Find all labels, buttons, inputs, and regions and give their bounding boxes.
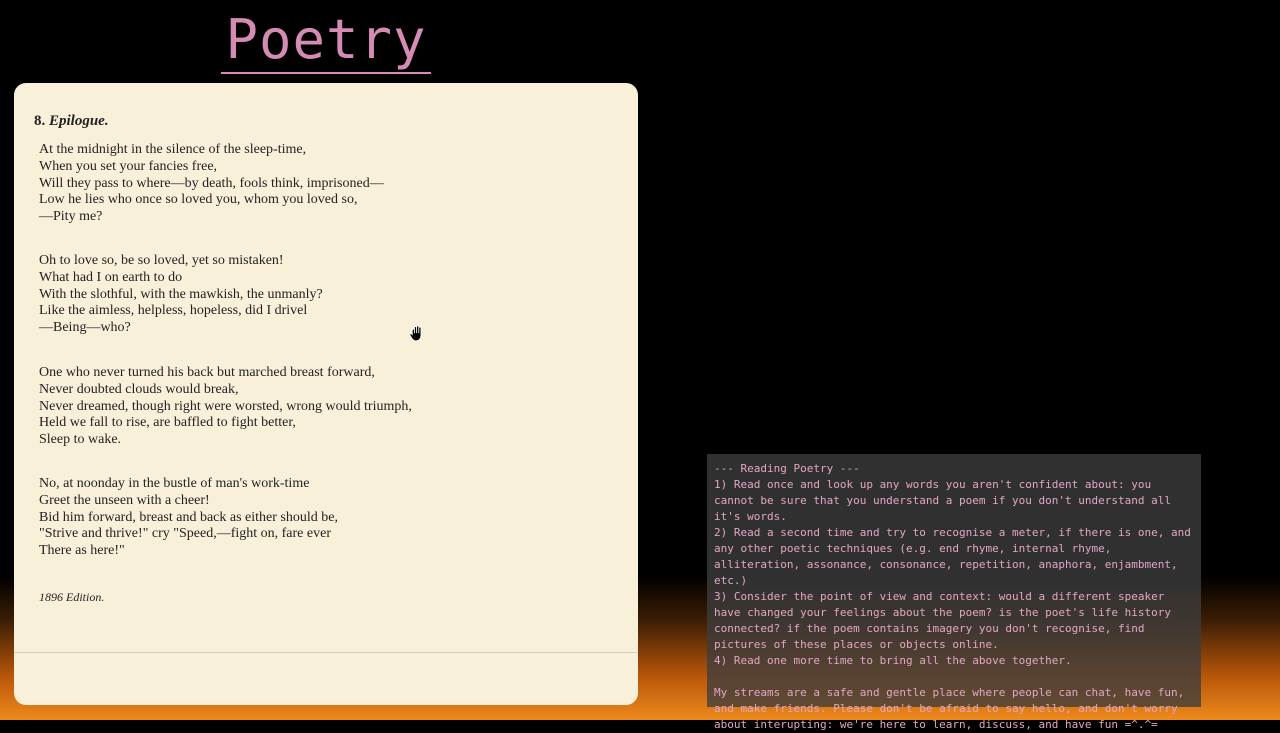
panel-step: 3) Consider the point of view and context: would a different speaker have changed your feelings about the poem? is the poet's life history connected? if the poem contains imagery you don't recognise, find pictures of these places or objects online. [714, 590, 1171, 651]
poem-line: When you set your fancies free, [39, 158, 218, 174]
poem-line: Like the aimless, helpless, hopeless, did I drivel [39, 303, 308, 319]
hand-cursor-icon [409, 325, 425, 342]
panel-header: --- Reading Poetry --- [714, 462, 860, 475]
poem-line: There as here!" [39, 543, 125, 559]
poem-line: At the midnight in the silence of the sleep-time, [39, 142, 307, 157]
poem-heading [34, 113, 109, 130]
panel-spacer [714, 669, 1195, 685]
poem-line: Sleep to wake. [39, 432, 122, 448]
poem-line: No, at noonday in the bustle of man's work-time [39, 476, 310, 491]
poem-line: Never dreamed, though right were worsted, wrong would triumph, [39, 398, 412, 414]
poem-number: 8. [34, 113, 46, 129]
poem-line: One who never turned his back but marched breast forward, [39, 365, 375, 380]
page-title: Poetry [221, 8, 431, 74]
edition-note: 1896 Edition. [39, 590, 105, 604]
poem-line: Oh to love so, be so loved, yet so mistaken! [39, 253, 284, 268]
stanza-3 [39, 365, 412, 449]
panel-step: 1) Read once and look up any words you aren't confident about: you cannot be sure that you understand a poem if you don't understand all it's words. [714, 478, 1171, 523]
stanza-1 [39, 142, 384, 226]
stanza-2 [39, 253, 323, 337]
poem-card [14, 83, 638, 705]
card-divider [14, 652, 638, 653]
panel-footer: My streams are a safe and gentle place where people can chat, have fun, and make friends. Please don't be afraid to say hello, and don't worry about interupting: we're here to learn, discuss, and have fun =^.^= [714, 686, 1185, 731]
panel-step: 4) Read one more time to bring all the above together. [714, 654, 1072, 667]
poem-name: Epilogue. [49, 113, 109, 129]
poem-line: What had I on earth to do [39, 269, 183, 285]
poem-line: —Pity me? [39, 209, 103, 225]
panel-step: 2) Read a second time and try to recognise a meter, if there is one, and any other poetic techniques (e.g. end rhyme, internal rhyme, alliteration, assonance, consonance, repetition, anaphora, enjambment, etc.) [714, 526, 1191, 587]
poem-line: Bid him forward, breast and back as either should be, [39, 509, 338, 525]
poem-line: Greet the unseen with a cheer! [39, 492, 210, 508]
poem-line: Never doubted clouds would break, [39, 381, 239, 397]
poem-line: "Strive and thrive!" cry "Speed,—fight on, fare ever [39, 526, 331, 542]
poem-line: Will they pass to where—by death, fools think, imprisoned— [39, 175, 384, 191]
poem-line: Held we fall to rise, are baffled to fight better, [39, 415, 296, 431]
reading-poetry-panel [707, 454, 1201, 731]
poem-line: Low he lies who once so loved you, whom you loved so, [39, 192, 358, 208]
poem-line: —Being—who? [39, 320, 131, 336]
stanza-4 [39, 476, 338, 560]
poem-line: With the slothful, with the mawkish, the unmanly? [39, 286, 323, 302]
